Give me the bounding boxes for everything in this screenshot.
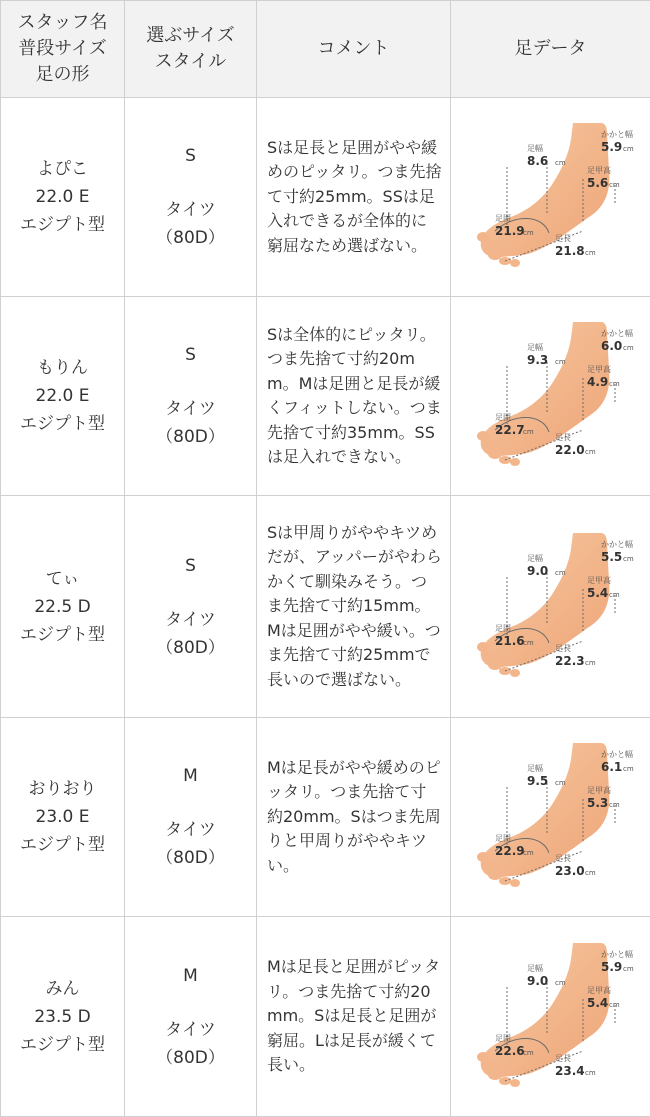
length-value: 21.8 [555, 244, 585, 258]
chosen-size: S [125, 142, 256, 170]
girth-caption: 足囲 [495, 214, 511, 223]
girth-caption: 足囲 [495, 834, 511, 843]
unit-label: cm [623, 555, 634, 563]
unit-label: cm [523, 849, 534, 857]
foot-data-cell [451, 297, 650, 496]
foot-data-cell [451, 917, 650, 1117]
unit-label: cm [555, 779, 566, 787]
heel-width-value: 5.9 [601, 960, 622, 974]
foot-diagram [465, 523, 637, 691]
usual-size: 22.5 D [1, 593, 124, 621]
chosen-size: M [125, 962, 256, 990]
foot-illustration [477, 943, 609, 1087]
unit-label: cm [585, 659, 596, 667]
style-denier: （80D） [125, 844, 256, 872]
header-staff-line: 足の形 [1, 62, 124, 88]
instep-caption: 足甲高 [587, 575, 611, 585]
girth-value: 21.9 [495, 224, 525, 238]
comment-text: Sは足長と足囲がやや緩めのピッタリ。つま先捨て寸約25mm。SSは足入れできるが全体的に窮屈なため選ばない。 [267, 136, 442, 259]
foot-illustration [477, 533, 609, 677]
heel-width-value: 5.9 [601, 140, 622, 154]
instep-value: 4.9 [587, 375, 608, 389]
girth-caption: 足囲 [495, 413, 511, 422]
length-value: 23.0 [555, 864, 585, 878]
foot-shape: エジプト型 [1, 621, 124, 649]
style-denier: （80D） [125, 1044, 256, 1072]
comment-text: Sは全体的にピッタリ。つま先捨て寸約20mm。Mは足囲と足長が緩くフィットしない。つま先捨て寸約35mm。SSは足入れできない。 [267, 323, 442, 470]
unit-label: cm [555, 159, 566, 167]
foot-data-cell [451, 718, 650, 917]
staff-cell [1, 917, 125, 1117]
foot-illustration [477, 123, 609, 267]
unit-label: cm [523, 229, 534, 237]
style-denier: （80D） [125, 224, 256, 252]
heel-width-value: 5.5 [601, 550, 622, 564]
girth-caption: 足囲 [495, 1034, 511, 1043]
instep-value: 5.4 [587, 586, 608, 600]
unit-label: cm [585, 869, 596, 877]
style-name: タイツ [125, 1016, 256, 1044]
heel-width-caption: かかと幅 [601, 949, 633, 959]
instep-caption: 足甲高 [587, 985, 611, 995]
foot-illustration [477, 322, 609, 466]
unit-label: cm [623, 145, 634, 153]
comment-cell [257, 98, 451, 297]
usual-size: 22.0 E [1, 183, 124, 211]
unit-label: cm [555, 979, 566, 987]
chosen-size: S [125, 552, 256, 580]
foot-width-caption: 足幅 [527, 553, 543, 563]
foot-width-value: 8.6 [527, 154, 548, 168]
staff-cell [1, 496, 125, 718]
size-cell [125, 297, 257, 496]
foot-diagram [465, 733, 637, 901]
style-name: タイツ [125, 196, 256, 224]
unit-label: cm [585, 249, 596, 257]
foot-width-caption: 足幅 [527, 963, 543, 973]
heel-width-value: 6.0 [601, 339, 622, 353]
header-staff [1, 1, 125, 98]
unit-label: cm [609, 380, 620, 388]
unit-label: cm [609, 1001, 620, 1009]
style-name: タイツ [125, 816, 256, 844]
instep-caption: 足甲高 [587, 165, 611, 175]
foot-shape: エジプト型 [1, 1031, 124, 1059]
length-caption: 足長 [555, 644, 571, 653]
length-value: 23.4 [555, 1064, 585, 1078]
foot-diagram [465, 312, 637, 480]
unit-label: cm [585, 448, 596, 456]
unit-label: cm [623, 765, 634, 773]
staff-name: もりん [1, 354, 124, 382]
staff-name: おりおり [1, 775, 124, 803]
staff-name: よぴこ [1, 155, 124, 183]
foot-width-caption: 足幅 [527, 143, 543, 153]
header-row [1, 1, 650, 98]
length-caption: 足長 [555, 234, 571, 243]
size-cell [125, 98, 257, 297]
unit-label: cm [523, 639, 534, 647]
style-denier: （80D） [125, 423, 256, 451]
girth-caption: 足囲 [495, 624, 511, 633]
comment-cell [257, 297, 451, 496]
staff-name: みん [1, 975, 124, 1003]
heel-width-value: 6.1 [601, 760, 622, 774]
foot-shape: エジプト型 [1, 410, 124, 438]
unit-label: cm [609, 801, 620, 809]
unit-label: cm [623, 344, 634, 352]
length-caption: 足長 [555, 433, 571, 442]
unit-label: cm [555, 569, 566, 577]
usual-size: 23.5 D [1, 1003, 124, 1031]
length-caption: 足長 [555, 854, 571, 863]
chosen-size: S [125, 341, 256, 369]
staff-name: てぃ [1, 565, 124, 593]
foot-diagram [465, 113, 637, 281]
foot-width-value: 9.5 [527, 774, 548, 788]
table-row [1, 718, 650, 917]
instep-value: 5.3 [587, 796, 608, 810]
heel-width-caption: かかと幅 [601, 539, 633, 549]
style-name: タイツ [125, 606, 256, 634]
unit-label: cm [555, 358, 566, 366]
unit-label: cm [609, 181, 620, 189]
foot-shape: エジプト型 [1, 831, 124, 859]
header-size [125, 1, 257, 98]
unit-label: cm [585, 1069, 596, 1077]
header-comment: コメント [257, 1, 451, 98]
table-row [1, 496, 650, 718]
table-row [1, 917, 650, 1117]
heel-width-caption: かかと幅 [601, 129, 633, 139]
staff-cell [1, 297, 125, 496]
instep-value: 5.6 [587, 176, 608, 190]
heel-width-caption: かかと幅 [601, 749, 633, 759]
foot-width-value: 9.3 [527, 353, 548, 367]
unit-label: cm [609, 591, 620, 599]
size-cell [125, 718, 257, 917]
instep-caption: 足甲高 [587, 785, 611, 795]
comment-text: Mは足長と足囲がピッタリ。つま先捨て寸約20mm。Sは足長と足囲が窮屈。Lは足長が緩くて長い。 [267, 955, 442, 1078]
header-staff-line: スタッフ名 [1, 10, 124, 36]
girth-value: 22.7 [495, 423, 525, 437]
style-denier: （80D） [125, 634, 256, 662]
unit-label: cm [623, 965, 634, 973]
header-size-line: スタイル [125, 49, 256, 75]
heel-width-caption: かかと幅 [601, 328, 633, 338]
foot-width-caption: 足幅 [527, 763, 543, 773]
size-cell [125, 917, 257, 1117]
foot-data-cell [451, 98, 650, 297]
unit-label: cm [523, 428, 534, 436]
foot-data-cell [451, 496, 650, 718]
foot-shape: エジプト型 [1, 211, 124, 239]
foot-illustration [477, 743, 609, 887]
chosen-size: M [125, 762, 256, 790]
girth-value: 22.6 [495, 1044, 525, 1058]
length-caption: 足長 [555, 1054, 571, 1063]
staff-cell [1, 98, 125, 297]
style-name: タイツ [125, 395, 256, 423]
unit-label: cm [523, 1049, 534, 1057]
header-staff-line: 普段サイズ [1, 36, 124, 62]
table-row [1, 98, 650, 297]
header-foot-data: 足データ [451, 1, 650, 98]
foot-diagram [465, 933, 637, 1101]
comment-text: Sは甲周りがややキツめだが、アッパーがやわらかくて馴染みそう。つま先捨て寸約15mm。Mは足囲がやや緩い。つま先捨て寸約25mmで長いので選ばない。 [267, 521, 442, 693]
girth-value: 22.9 [495, 844, 525, 858]
table-row [1, 297, 650, 496]
comment-cell [257, 718, 451, 917]
girth-value: 21.6 [495, 634, 525, 648]
comment-text: Mは足長がやや緩めのピッタリ。つま先捨て寸約20mm。Sはつま先周りと甲周りがややキツい。 [267, 756, 442, 879]
usual-size: 22.0 E [1, 382, 124, 410]
comment-cell [257, 496, 451, 718]
instep-value: 5.4 [587, 996, 608, 1010]
foot-width-caption: 足幅 [527, 342, 543, 352]
header-size-line: 選ぶサイズ [125, 23, 256, 49]
usual-size: 23.0 E [1, 803, 124, 831]
staff-cell [1, 718, 125, 917]
foot-width-value: 9.0 [527, 974, 548, 988]
length-value: 22.0 [555, 443, 585, 457]
foot-width-value: 9.0 [527, 564, 548, 578]
comment-cell [257, 917, 451, 1117]
instep-caption: 足甲高 [587, 364, 611, 374]
length-value: 22.3 [555, 654, 585, 668]
size-cell [125, 496, 257, 718]
